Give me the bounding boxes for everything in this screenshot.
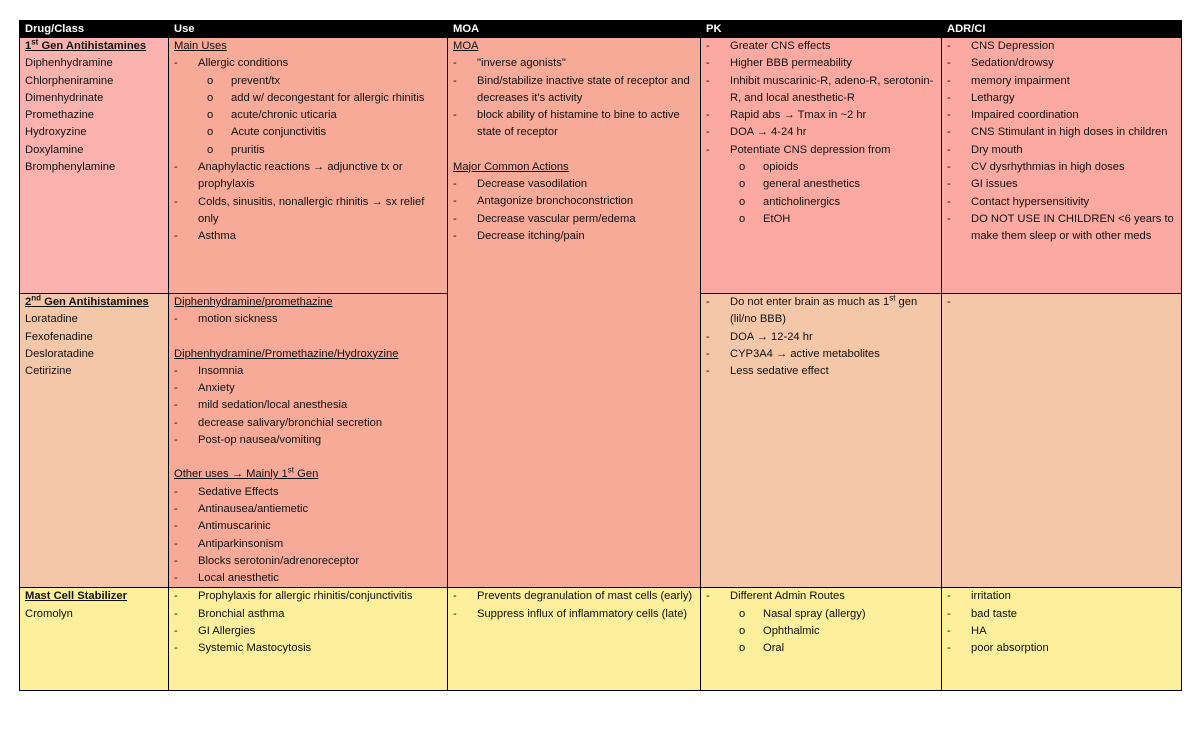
use-list-1 (174, 311, 443, 328)
sub-list-item (174, 90, 443, 107)
circle-bullet-icon: o (207, 109, 214, 122)
dash-bullet-icon: - (947, 178, 951, 191)
gen1-row (20, 38, 1182, 294)
circle-bullet-icon: o (739, 607, 746, 620)
list-item-text: GI issues (971, 178, 1018, 191)
list-item (947, 55, 1177, 72)
list-item-text: DO NOT USE IN CHILDREN <6 years to make them sleep or with other meds (971, 212, 1174, 243)
sub-list-item (706, 211, 937, 228)
dash-bullet-icon: - (453, 178, 457, 191)
gen2-title: 2nd Gen Antihistamines (25, 293, 149, 308)
list-item (174, 553, 443, 570)
drug-name: Chlorpheniramine (25, 74, 114, 87)
dash-bullet-icon: - (174, 57, 178, 70)
list-item-text: Decrease vascular perm/edema (477, 212, 636, 225)
list-item (453, 73, 696, 108)
gen2-adr-list (947, 294, 1177, 311)
circle-bullet-icon: o (739, 161, 746, 174)
list-item-text: anticholinergics (763, 195, 841, 208)
list-item (947, 38, 1177, 55)
list-item-text: opioids (763, 161, 799, 174)
list-item-text: Insomnia (198, 364, 244, 377)
dash-bullet-icon: - (453, 109, 457, 122)
list-item (947, 124, 1177, 141)
gen2-pk-cell (701, 294, 942, 588)
mast-pk-list (706, 588, 937, 657)
dash-bullet-icon: - (174, 161, 178, 174)
dash-bullet-icon: - (947, 625, 951, 638)
dash-bullet-icon: - (947, 195, 951, 208)
list-item-text: EtOH (763, 212, 791, 225)
dash-bullet-icon: - (174, 554, 178, 567)
dash-bullet-icon: - (174, 382, 178, 395)
list-item-text: Greater CNS effects (730, 40, 831, 52)
dash-bullet-icon: - (947, 642, 951, 655)
list-item (453, 55, 696, 72)
gen1-pk-list (706, 38, 937, 228)
list-item (947, 90, 1177, 107)
list-item-text: mild sedation/local anesthesia (198, 399, 348, 412)
dash-bullet-icon: - (174, 502, 178, 515)
list-item (947, 588, 1177, 605)
drug-name: Desloratadine (25, 347, 95, 360)
drug-name: Promethazine (25, 109, 95, 122)
list-item-text: Rapid abs → Tmax in ~2 hr (730, 109, 867, 122)
list-item (947, 211, 1177, 246)
list-item-text: Antiparkinsonism (198, 537, 284, 550)
sub-list-item (174, 124, 443, 141)
dash-bullet-icon: - (174, 313, 178, 326)
drug-name: Diphenhydramine (25, 57, 113, 70)
dash-bullet-icon: - (174, 572, 178, 585)
mast-class-cell (20, 588, 169, 691)
dash-bullet-icon: - (706, 109, 710, 122)
gen1-use-cell (169, 38, 448, 294)
list-item-text: DOA → 4-24 hr (730, 126, 807, 139)
list-item-text: Ophthalmic (763, 625, 820, 638)
list-item-text: Anaphylactic reactions → adjunctive tx or prophylaxis (198, 161, 403, 191)
gen1-pk-cell (701, 38, 942, 294)
drug-name: Fexofenadine (25, 330, 93, 343)
header-moa: MOA (448, 21, 701, 38)
mast-adr-list (947, 588, 1177, 657)
list-item-text: CNS Stimulant in high doses in children (971, 126, 1168, 139)
sub-list-item (706, 176, 937, 193)
dash-bullet-icon: - (706, 347, 710, 360)
dash-bullet-icon: - (706, 365, 710, 378)
list-item-text: Different Admin Routes (730, 590, 845, 603)
list-item-text: Post-op nausea/vomiting (198, 434, 322, 447)
list-item (174, 518, 443, 535)
list-item-text: poor absorption (971, 642, 1049, 655)
dash-bullet-icon: - (174, 416, 178, 429)
list-item-text: Colds, sinusitis, nonallergic rhinitis → sx relief only (198, 195, 425, 225)
header-adr-ci: ADR/CI (942, 21, 1182, 38)
list-item (174, 432, 443, 449)
list-item (947, 159, 1177, 176)
dash-bullet-icon: - (174, 230, 178, 243)
list-item-text: Higher BBB permeability (730, 57, 852, 70)
list-item (453, 193, 696, 210)
list-item-text: Nasal spray (allergy) (763, 607, 866, 620)
list-item-text: decrease salivary/bronchial secretion (198, 416, 383, 429)
circle-bullet-icon: o (207, 91, 214, 104)
gen1-adr-cell (942, 38, 1182, 294)
list-item (174, 159, 443, 194)
dash-bullet-icon: - (706, 590, 710, 603)
circle-bullet-icon: o (739, 642, 746, 655)
list-item (174, 363, 443, 380)
list-item-text: CYP3A4 → active metabolites (730, 347, 880, 360)
list-item (947, 73, 1177, 90)
gen2-use-cell (169, 294, 448, 588)
list-item-text: Bronchial asthma (198, 607, 285, 620)
list-item-text: prevent/tx (231, 74, 281, 87)
list-item (947, 194, 1177, 211)
list-item: - Do not enter brain as much as 1st gen (lil/no BBB) (706, 293, 918, 326)
list-item-text: motion sickness (198, 313, 278, 326)
list-item (706, 38, 937, 55)
drug-table (19, 20, 1182, 691)
dash-bullet-icon: - (174, 625, 178, 638)
dash-bullet-icon: - (706, 126, 710, 139)
list-item-text: Decrease vasodilation (477, 178, 588, 191)
list-item (174, 311, 443, 328)
list-item-text: Less sedative effect (730, 365, 829, 378)
list-item (174, 55, 443, 72)
actions-list (453, 176, 696, 245)
gen1-adr-list (947, 38, 1177, 246)
list-item (174, 397, 443, 414)
list-item (947, 623, 1177, 640)
drug-name: Loratadine (25, 313, 78, 326)
list-item (174, 606, 443, 623)
circle-bullet-icon: o (739, 195, 746, 208)
sub-list-item (706, 623, 937, 640)
mast-use-cell (169, 588, 448, 691)
list-item-text: Lethargy (971, 91, 1015, 104)
list-item (706, 363, 937, 380)
list-item (706, 124, 937, 141)
list-item (947, 176, 1177, 193)
sub-list-item (706, 159, 937, 176)
dash-bullet-icon: - (706, 74, 710, 87)
list-item (174, 501, 443, 518)
list-item (706, 73, 937, 108)
list-item (706, 55, 937, 72)
list-item-text: HA (971, 625, 987, 638)
dash-bullet-icon: - (174, 520, 178, 533)
list-item-text: Anxiety (198, 382, 235, 395)
dash-bullet-icon: - (947, 161, 951, 174)
list-item (947, 142, 1177, 159)
list-item-text: Impaired coordination (971, 109, 1079, 122)
list-item-text: Acute conjunctivitis (231, 126, 327, 139)
list-item-text: acute/chronic uticaria (231, 109, 337, 122)
list-item (174, 588, 443, 605)
gen1-drug-list (25, 55, 164, 176)
list-item-text: CV dysrhythmias in high doses (971, 161, 1125, 174)
list-item (947, 107, 1177, 124)
dash-bullet-icon: - (174, 195, 178, 208)
list-item (453, 176, 696, 193)
gen1-use-list (174, 55, 443, 245)
list-item-text: Prophylaxis for allergic rhinitis/conjunctivitis (198, 590, 413, 603)
antihistamine-moa-cell (448, 38, 701, 588)
dash-bullet-icon: - (453, 74, 457, 87)
drug-name: Doxylamine (25, 143, 84, 156)
dash-bullet-icon: - (947, 607, 951, 620)
dash-bullet-icon: - (947, 40, 951, 52)
mast-adr-cell (942, 588, 1182, 691)
list-item-text: block ability of histamine to bine to active state of receptor (477, 109, 680, 139)
list-item-text: Sedative Effects (198, 485, 279, 498)
dash-bullet-icon: - (174, 537, 178, 550)
list-item-text: Antagonize bronchoconstriction (477, 195, 634, 208)
mast-drug-list (25, 606, 164, 623)
mast-title: Mast Cell Stabilizer (25, 590, 127, 603)
list-item-text: Decrease itching/pain (477, 229, 585, 242)
mast-moa-list (453, 588, 696, 623)
list-item (453, 588, 696, 605)
list-item-text: add w/ decongestant for allergic rhinitis (231, 91, 425, 104)
dash-bullet-icon: - (947, 57, 951, 70)
list-item-text: Contact hypersensitivity (971, 195, 1090, 208)
circle-bullet-icon: o (207, 143, 214, 156)
list-item-text: Systemic Mastocytosis (198, 642, 312, 655)
dash-bullet-icon: - (453, 212, 457, 225)
use-subtitle-3: Other uses → Mainly 1st Gen (174, 465, 319, 481)
mast-row (20, 588, 1182, 691)
list-item (706, 346, 937, 363)
gen2-adr-cell (942, 294, 1182, 588)
list-item-text: Oral (763, 642, 785, 655)
dash-bullet-icon: - (947, 143, 951, 156)
dash-bullet-icon: - (174, 607, 178, 620)
list-item-text: Bind/stabilize inactive state of receptor and decreases it's activity (477, 74, 690, 104)
list-item-text: Sedation/drowsy (971, 57, 1054, 70)
gen2-class-cell (20, 294, 169, 588)
gen1-class-cell (20, 38, 169, 294)
sub-list-item (174, 73, 443, 90)
list-item-text: Asthma (198, 230, 236, 243)
header-pk: PK (701, 21, 942, 38)
list-item-text: Potentiate CNS depression from (730, 143, 891, 156)
circle-bullet-icon: o (739, 625, 746, 638)
list-item (174, 415, 443, 432)
list-item (174, 623, 443, 640)
dash-bullet-icon: - (174, 434, 178, 447)
list-item (453, 228, 696, 245)
dash-bullet-icon: - (947, 212, 951, 225)
circle-bullet-icon: o (739, 178, 746, 191)
sub-list-item (706, 606, 937, 623)
list-item-text: general anesthetics (763, 178, 861, 191)
dash-bullet-icon: - (947, 296, 951, 308)
drug-name: Dimenhydrinate (25, 91, 104, 104)
dash-bullet-icon: - (706, 57, 710, 70)
dash-bullet-icon: - (947, 91, 951, 104)
dash-bullet-icon: - (706, 330, 710, 343)
list-item-text: irritation (971, 590, 1011, 603)
list-item (453, 606, 696, 623)
dash-bullet-icon: - (174, 364, 178, 377)
gen1-title: 1st Gen Antihistamines (25, 37, 147, 52)
list-item (706, 329, 937, 346)
list-item-text: bad taste (971, 607, 1018, 620)
dash-bullet-icon: - (706, 143, 710, 156)
sub-list-item (706, 640, 937, 657)
list-item-text: DOA → 12-24 hr (730, 330, 813, 343)
list-item-text: memory impairment (971, 74, 1070, 87)
list-item (453, 211, 696, 228)
mast-moa-cell (448, 588, 701, 691)
list-item-text: Suppress influx of inflammatory cells (late) (477, 607, 688, 620)
use-subtitle-1: Diphenhydramine/promethazine (174, 296, 333, 308)
drug-name: Cromolyn (25, 607, 73, 620)
use-list-2 (174, 363, 443, 449)
use-list-3 (174, 484, 443, 588)
dash-bullet-icon: - (453, 57, 457, 70)
mast-pk-cell (701, 588, 942, 691)
list-item (947, 606, 1177, 623)
list-item (174, 380, 443, 397)
moa-title: MOA (453, 40, 479, 52)
list-item (706, 107, 937, 124)
circle-bullet-icon: o (207, 126, 214, 139)
list-item-text: CNS Depression (971, 40, 1055, 52)
circle-bullet-icon: o (207, 74, 214, 87)
list-item-text: Antimuscarinic (198, 520, 271, 533)
dash-bullet-icon: - (947, 74, 951, 87)
list-item-text: Local anesthetic (198, 572, 279, 585)
header-use: Use (169, 21, 448, 38)
mast-use-list (174, 588, 443, 657)
dash-bullet-icon: - (174, 590, 178, 603)
list-item (174, 640, 443, 657)
gen2-drug-list (25, 311, 164, 380)
dash-bullet-icon: - (174, 399, 178, 412)
list-item-text: "inverse agonists" (477, 57, 566, 70)
dash-bullet-icon: - (174, 642, 178, 655)
sub-list-item (174, 142, 443, 159)
list-item (174, 484, 443, 501)
dash-bullet-icon: - (947, 590, 951, 603)
use-subtitle-2: Diphenhydramine/Promethazine/Hydroxyzine (174, 347, 399, 360)
list-item (706, 588, 937, 605)
list-item (174, 536, 443, 553)
list-item-text: GI Allergies (198, 625, 256, 638)
gen2-pk-list (706, 329, 937, 381)
dash-bullet-icon: - (947, 126, 951, 139)
list-item-text: Blocks serotonin/adrenoreceptor (198, 554, 360, 567)
main-uses-title: Main Uses (174, 40, 227, 52)
list-item (947, 640, 1177, 657)
list-item-text: Dry mouth (971, 143, 1023, 156)
dash-bullet-icon: - (453, 195, 457, 208)
list-item-text: pruritis (231, 143, 265, 156)
major-actions-title: Major Common Actions (453, 160, 569, 173)
list-item (453, 107, 696, 142)
dash-bullet-icon: - (453, 229, 457, 242)
drug-name: Hydroxyzine (25, 126, 87, 139)
list-item (174, 194, 443, 229)
dash-bullet-icon: - (174, 485, 178, 498)
list-item (174, 228, 443, 245)
list-item-text: Prevents degranulation of mast cells (early) (477, 590, 693, 603)
dash-bullet-icon: - (706, 40, 710, 52)
list-item-text: Inhibit muscarinic-R, adeno-R, serotonin-R, and local anesthetic-R (730, 74, 934, 104)
drug-name: Bromphenylamine (25, 161, 116, 174)
list-item (706, 142, 937, 159)
list-item-text: Allergic conditions (198, 57, 289, 70)
list-item (947, 294, 1177, 311)
dash-bullet-icon: - (947, 109, 951, 122)
list-item-text: Antinausea/antiemetic (198, 502, 309, 515)
sub-list-item (174, 107, 443, 124)
moa-list (453, 55, 696, 141)
header-drug-class: Drug/Class (20, 21, 169, 38)
list-item (174, 570, 443, 587)
dash-bullet-icon: - (453, 590, 457, 603)
list-item-text (971, 294, 1177, 311)
drug-name: Cetirizine (25, 365, 72, 378)
header-row (20, 21, 1182, 38)
sub-list-item (706, 194, 937, 211)
circle-bullet-icon: o (739, 212, 746, 225)
dash-bullet-icon: - (453, 607, 457, 620)
